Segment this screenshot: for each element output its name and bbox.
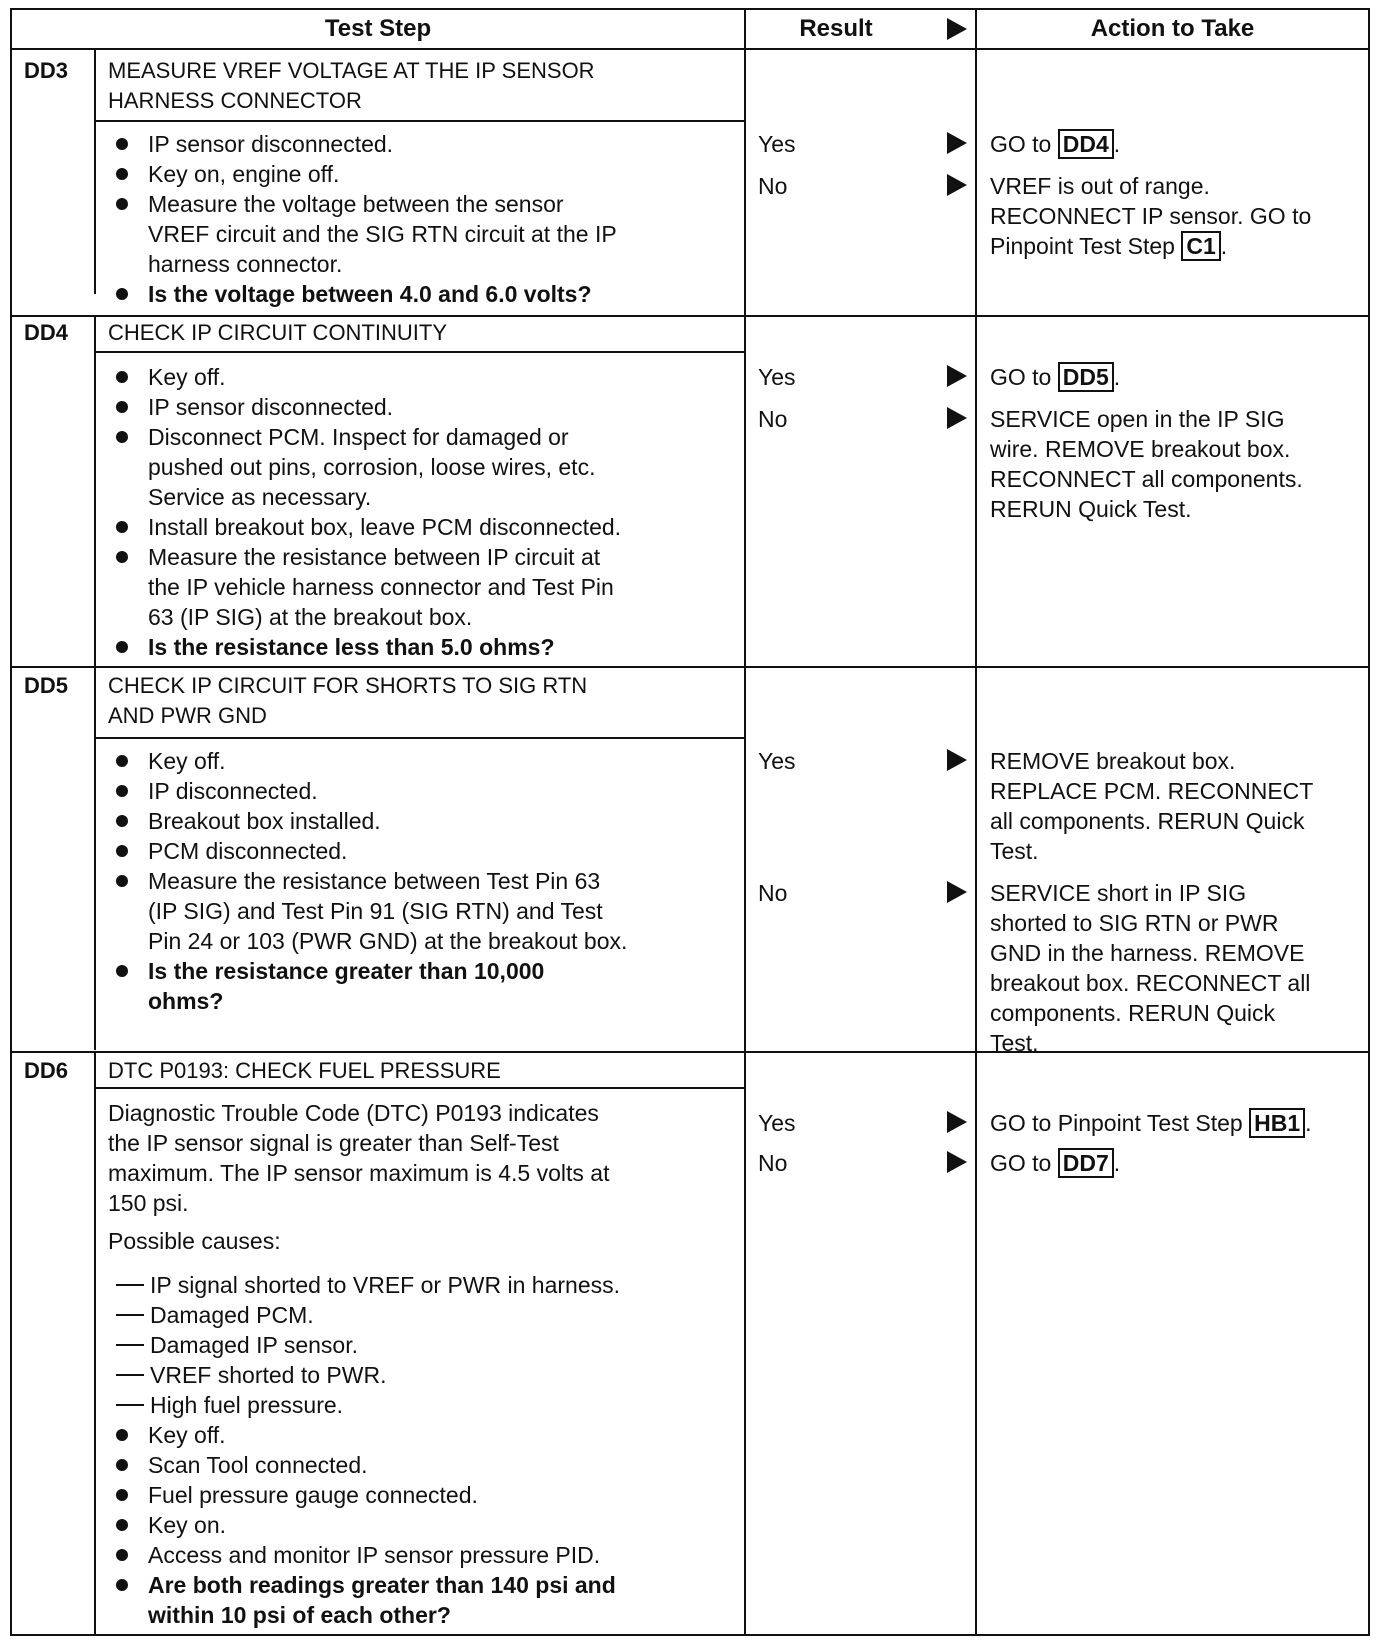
dash-icon [116,1374,144,1376]
step-bullet: IP sensor disconnected. [148,131,394,157]
step-bullet: Breakout box installed. [148,808,381,834]
action-no: VREF is out of range. RECONNECT IP sensor. GO to Pinpoint Test Step C1 . [990,173,1312,259]
bullet-icon [116,138,128,150]
header-arrow-icon [947,18,967,40]
action-no: GO to DD7 . [990,1150,1121,1176]
step-bullet: Measure the resistance between IP circuit at the IP vehicle harness connector and Test Pin 63 (IP SIG) at the breakout box. [148,544,614,630]
possible-causes-label: Possible causes: [108,1228,281,1254]
arrow-icon [947,749,967,771]
bullet-icon [116,1579,128,1591]
step-title: DTC P0193: CHECK FUEL PRESSURE [108,1058,501,1083]
step-bullet: PCM disconnected. [148,838,348,864]
bullet-icon [116,551,128,563]
step-bullet: Key off. [148,1422,226,1448]
bullet-icon [116,1489,128,1501]
action-no: SERVICE short in IP SIG shorted to SIG RTN or PWR GND in the harness. REMOVE breakout box. RECONNECT all components. RERUN Quick Test. [990,880,1311,1056]
bullet-icon [116,431,128,443]
dd3-title-underline [94,120,744,122]
step-bullet: Measure the resistance between Test Pin 63 (IP SIG) and Test Pin 91 (SIG RTN) and Test Pin 24 or 103 (PWR GND) at the breakout box. [148,868,628,954]
step-ref-link[interactable]: DD4 [1058,129,1114,159]
step-id-divider-dd4 [94,317,96,666]
dd5-title-underline [94,737,744,739]
step-id-divider-dd6 [94,1053,96,1634]
bullet-icon [116,371,128,383]
step-bullet: Key on. [148,1512,226,1538]
header-action: Action to Take [1090,15,1255,42]
step-bullet: Install breakout box, leave PCM disconnected. [148,514,622,540]
bullet-icon [116,755,128,767]
result-yes: Yes [758,748,796,774]
row-divider-dd5 [12,666,1368,668]
step-bullet: Disconnect PCM. Inspect for damaged or pushed out pins, corrosion, loose wires, etc. Service as necessary. [148,424,596,510]
step-question: Is the resistance greater than 10,000 ohms? [148,958,545,1014]
header-underline [12,48,1368,50]
cause-item: Damaged PCM. [150,1302,314,1328]
action-yes: GO to Pinpoint Test Step HB1 . [990,1110,1312,1136]
result-yes: Yes [758,131,796,157]
arrow-icon [947,174,967,196]
dash-icon [116,1314,144,1316]
bullet-icon [116,785,128,797]
bullet-icon [116,401,128,413]
bullet-icon [116,815,128,827]
step-ref-link[interactable]: DD5 [1058,362,1114,392]
action-yes: REMOVE breakout box. REPLACE PCM. RECONNECT all components. RERUN Quick Test. [990,748,1314,864]
bullet-icon [116,1549,128,1561]
bullet-icon [116,198,128,210]
arrow-icon [947,132,967,154]
diagnostic-table [10,8,1370,1636]
result-yes: Yes [758,364,796,390]
step-question: Is the voltage between 4.0 and 6.0 volts? [148,281,592,307]
step-description: Diagnostic Trouble Code (DTC) P0193 indicates the IP sensor signal is greater than Self-Test maximum. The IP sensor maximum is 4.5 volts at 150 psi. [108,1100,610,1216]
step-id: DD4 [24,320,69,345]
cause-item: VREF shorted to PWR. [150,1362,387,1388]
step-question: Is the resistance less than 5.0 ohms? [148,634,555,660]
col-divider-test-step [744,10,746,1634]
bullet-icon [116,168,128,180]
action-yes: GO to DD5 . [990,364,1121,390]
result-yes: Yes [758,1110,796,1136]
bullet-icon [116,965,128,977]
arrow-icon [947,1111,967,1133]
cause-item: IP signal shorted to VREF or PWR in harness. [150,1272,620,1298]
step-title: CHECK IP CIRCUIT FOR SHORTS TO SIG RTN AND PWR GND [108,673,588,728]
step-id-divider-dd5 [94,668,96,1050]
step-bullet: IP sensor disconnected. [148,394,394,420]
bullet-icon [116,1429,128,1441]
step-bullet: IP disconnected. [148,778,318,804]
col-divider-result [975,10,977,1634]
step-bullet: Access and monitor IP sensor pressure PID. [148,1542,601,1568]
step-question: Are both readings greater than 140 psi and within 10 psi of each other? [148,1572,616,1628]
step-bullet: Key off. [148,364,226,390]
result-no: No [758,173,788,199]
result-no: No [758,406,788,432]
action-no: SERVICE open in the IP SIG wire. REMOVE breakout box. RECONNECT all components. RERUN Quick Test. [990,406,1303,522]
bullet-icon [116,1519,128,1531]
step-id: DD6 [24,1058,69,1083]
step-ref-link[interactable]: HB1 [1249,1108,1305,1138]
step-bullet: Key off. [148,748,226,774]
bullet-icon [116,875,128,887]
bullet-icon [116,521,128,533]
bullet-icon [116,1459,128,1471]
arrow-icon [947,407,967,429]
step-id-divider-dd3 [94,48,96,294]
step-bullet: Measure the voltage between the sensor VREF circuit and the SIG RTN circuit at the IP harness connector. [148,191,617,277]
header-test-step: Test Step [324,15,432,42]
step-id: DD5 [24,673,69,698]
action-yes: GO to DD4 . [990,131,1121,157]
step-id: DD3 [24,58,69,83]
dd4-title-underline [94,351,744,353]
step-title: CHECK IP CIRCUIT CONTINUITY [108,320,447,345]
dash-icon [116,1404,144,1406]
bullet-icon [116,845,128,857]
step-ref-link[interactable]: C1 [1181,231,1220,261]
step-ref-link[interactable]: DD7 [1058,1148,1114,1178]
bullet-icon [116,288,128,300]
row-divider-dd4 [12,315,1368,317]
dash-icon [116,1284,144,1286]
cause-item: High fuel pressure. [150,1392,344,1418]
step-bullet: Key on, engine off. [148,161,340,187]
result-no: No [758,880,788,906]
cause-item: Damaged IP sensor. [150,1332,358,1358]
dash-icon [116,1344,144,1346]
arrow-icon [947,365,967,387]
result-no: No [758,1150,788,1176]
step-title: MEASURE VREF VOLTAGE AT THE IP SENSOR HARNESS CONNECTOR [108,58,595,113]
arrow-icon [947,881,967,903]
dd6-title-underline [94,1087,744,1089]
step-bullet: Scan Tool connected. [148,1452,368,1478]
header-result: Result [799,15,873,42]
step-bullet: Fuel pressure gauge connected. [148,1482,478,1508]
bullet-icon [116,641,128,653]
arrow-icon [947,1151,967,1173]
